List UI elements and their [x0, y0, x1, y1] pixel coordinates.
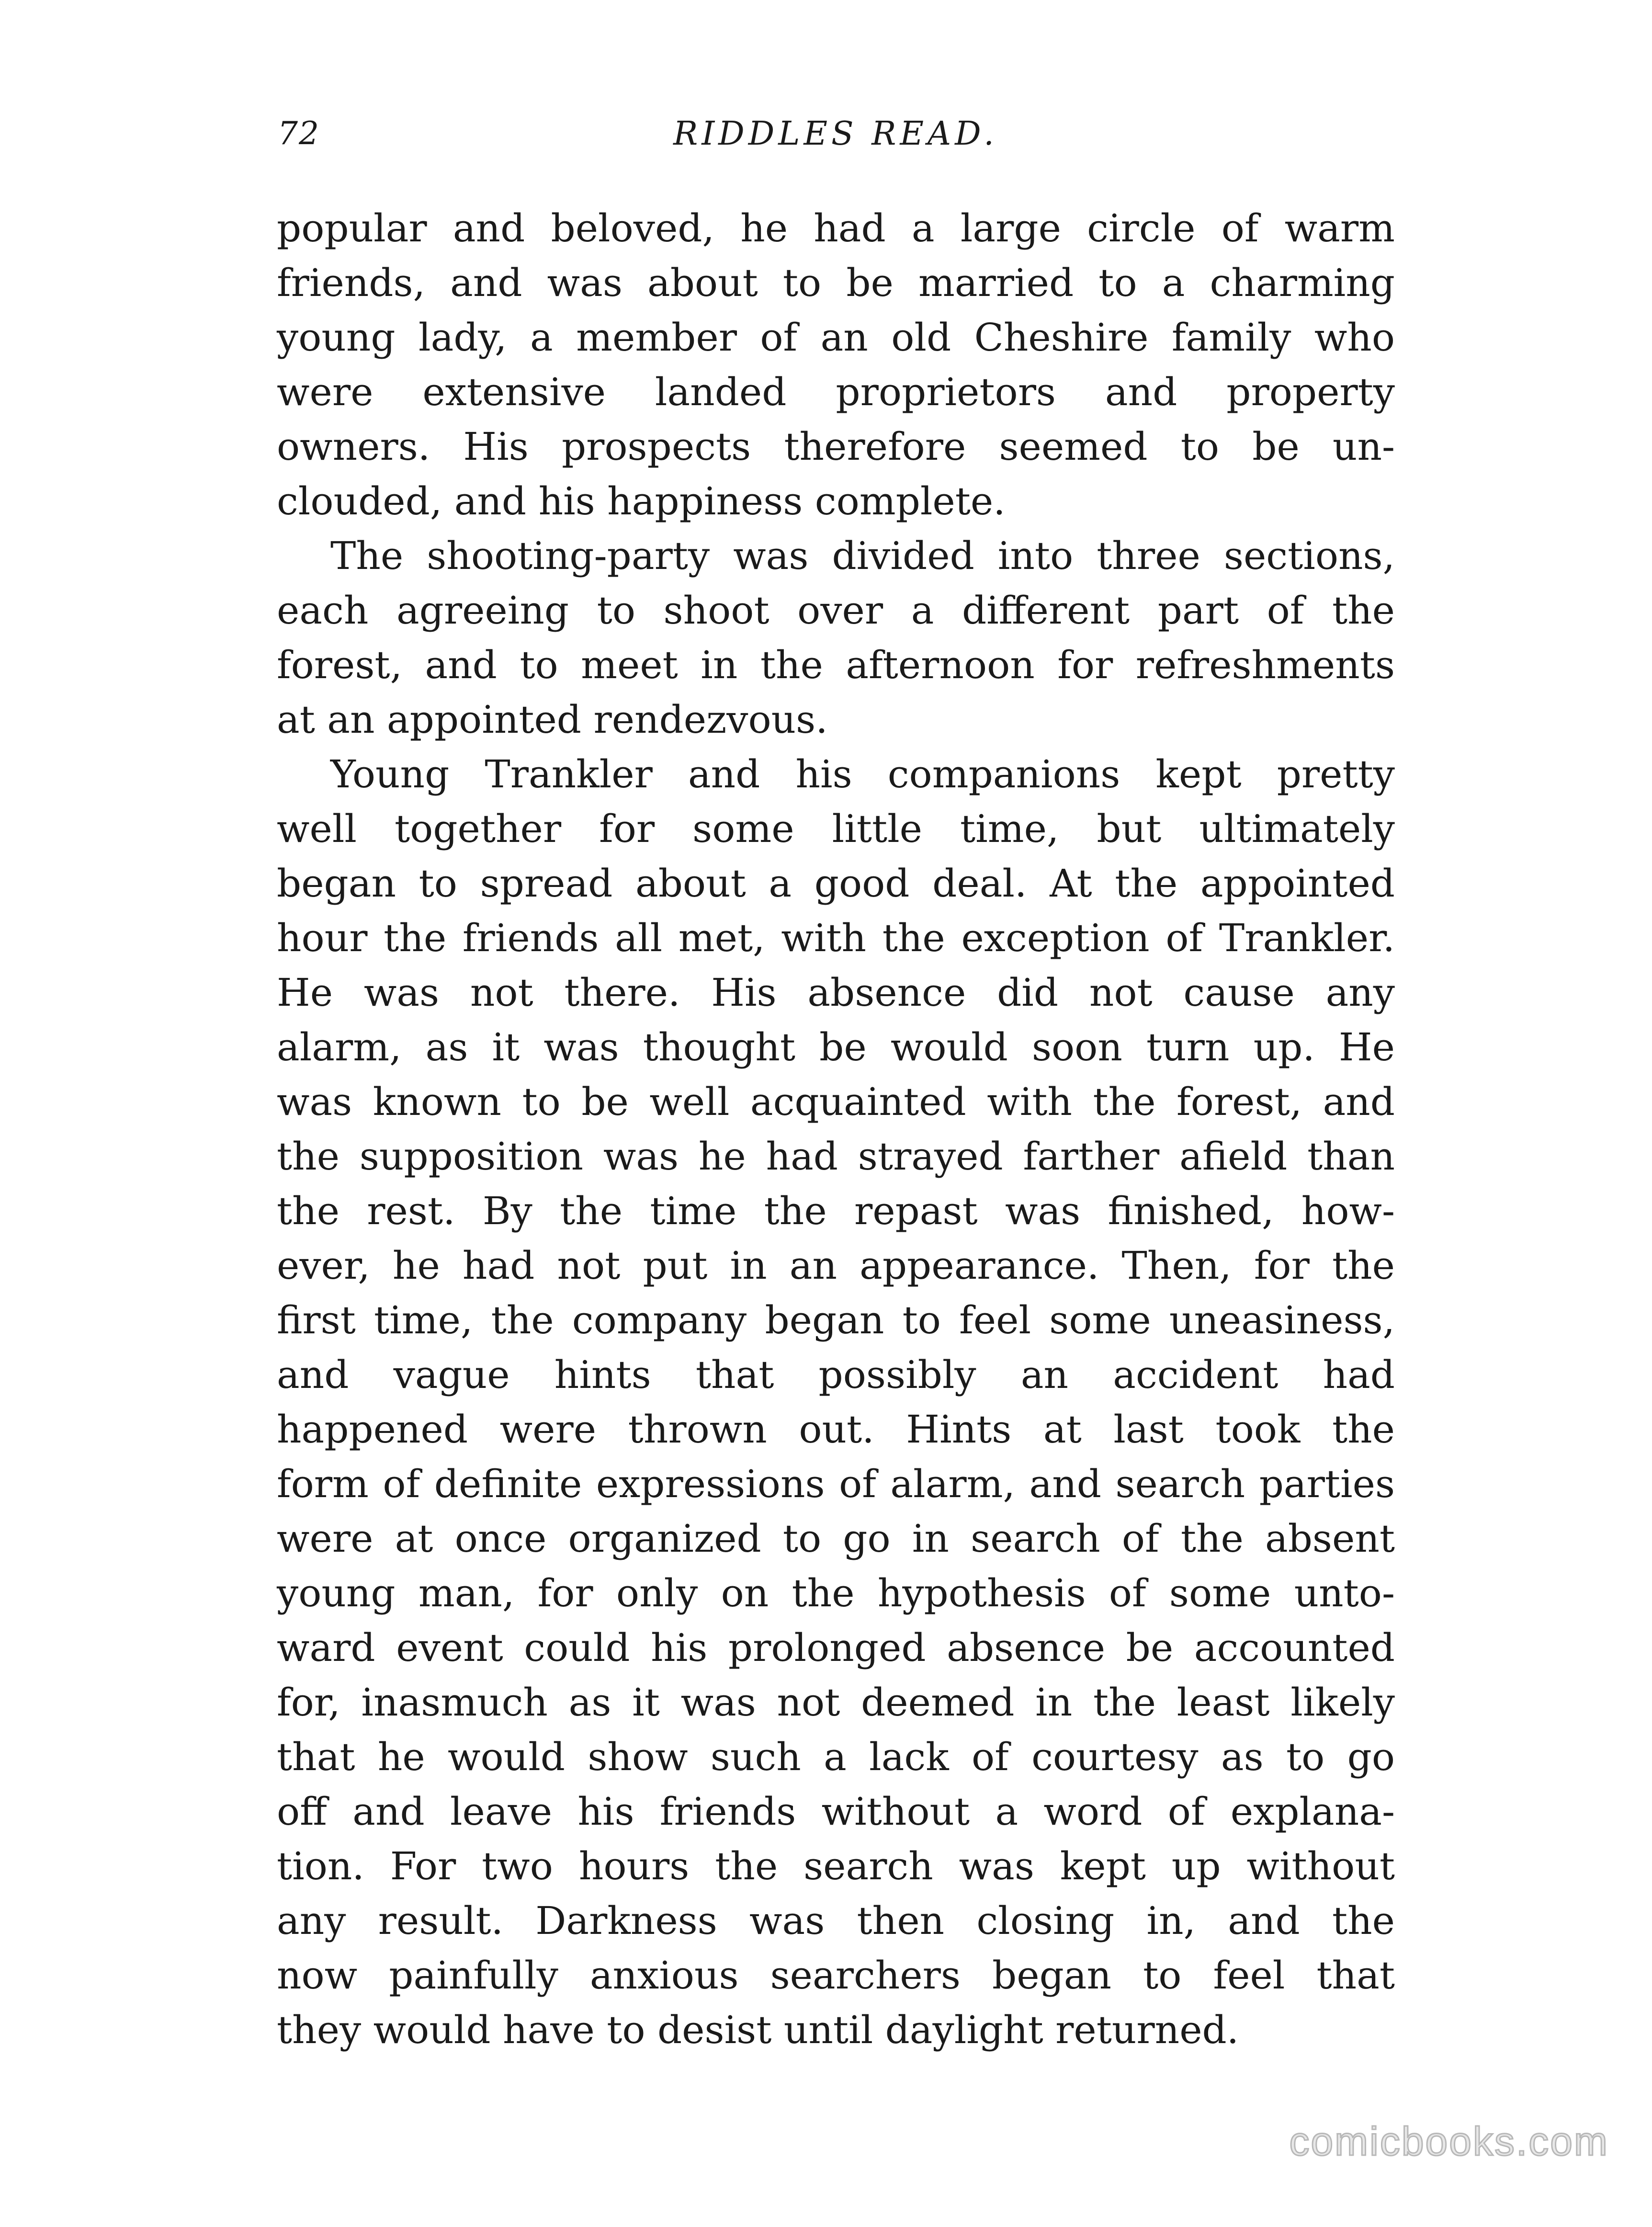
text-line: forest, and to meet in the afternoon for refreshments	[277, 643, 1395, 687]
text-line: for, inasmuch as it was not deemed in the least likely	[277, 1680, 1395, 1725]
text-line: now painfully anxious searchers began to feel that	[277, 1953, 1395, 1998]
page-header	[278, 115, 1393, 172]
text-line: and vague hints that possibly an accident had	[277, 1352, 1395, 1397]
text-line: popular and beloved, he had a large circle of warm	[277, 206, 1395, 250]
text-line: young man, for only on the hypothesis of some unto-	[277, 1571, 1395, 1615]
text-line: was known to be well acquainted with the forest, and	[277, 1079, 1395, 1124]
text-line: Young Trankler and his companions kept pretty	[330, 752, 1395, 796]
text-line: that he would show such a lack of courtesy as to go	[277, 1735, 1395, 1779]
paragraph	[277, 747, 1395, 2057]
text-line: owners. His prospects therefore seemed to be un-	[277, 424, 1395, 469]
text-line: ward event could his prolonged absence be accounted	[277, 1625, 1395, 1670]
text-line: any result. Darkness was then closing in, and the	[277, 1898, 1395, 1943]
watermark: comicbooks.com	[1289, 2119, 1609, 2164]
text-line: the rest. By the time the repast was finished, how-	[277, 1189, 1395, 1233]
text-line: at an appointed rendezvous.	[277, 697, 828, 742]
text-line: the supposition was he had strayed farther afield than	[277, 1134, 1395, 1179]
text-line: alarm, as it was thought be would soon turn up. He	[277, 1025, 1395, 1069]
text-line: well together for some little time, but ultimately	[277, 807, 1395, 851]
text-line: began to spread about a good deal. At the appointed	[277, 861, 1395, 906]
body-text	[277, 201, 1395, 2057]
text-line: The shooting-party was divided into three sections,	[330, 534, 1395, 578]
text-line: ever, he had not put in an appearance. Then, for the	[277, 1243, 1395, 1288]
text-line: friends, and was about to be married to a charming	[277, 261, 1395, 305]
text-line: they would have to desist until daylight returned.	[277, 2008, 1239, 2052]
text-line: were extensive landed proprietors and property	[277, 370, 1395, 414]
paragraph	[277, 529, 1395, 747]
text-line: tion. For two hours the search was kept up without	[277, 1844, 1395, 1888]
text-line: happened were thrown out. Hints at last took the	[277, 1407, 1395, 1452]
paragraph	[277, 201, 1395, 529]
running-head: RIDDLES READ.	[673, 115, 998, 153]
text-line: first time, the company began to feel some uneasiness,	[277, 1298, 1395, 1342]
text-line: were at once organized to go in search of the absent	[277, 1516, 1395, 1561]
text-line: off and leave his friends without a word of explana-	[277, 1789, 1395, 1834]
text-line: young lady, a member of an old Cheshire family who	[277, 315, 1395, 360]
page-number: 72	[278, 115, 320, 152]
text-line: hour the friends all met, with the exception of Trankler.	[277, 916, 1395, 960]
text-line: He was not there. His absence did not cause any	[277, 970, 1395, 1015]
text-line: each agreeing to shoot over a different part of the	[277, 588, 1395, 633]
text-line: form of definite expressions of alarm, and search parties	[277, 1462, 1395, 1506]
text-line: clouded, and his happiness complete.	[277, 479, 1006, 523]
